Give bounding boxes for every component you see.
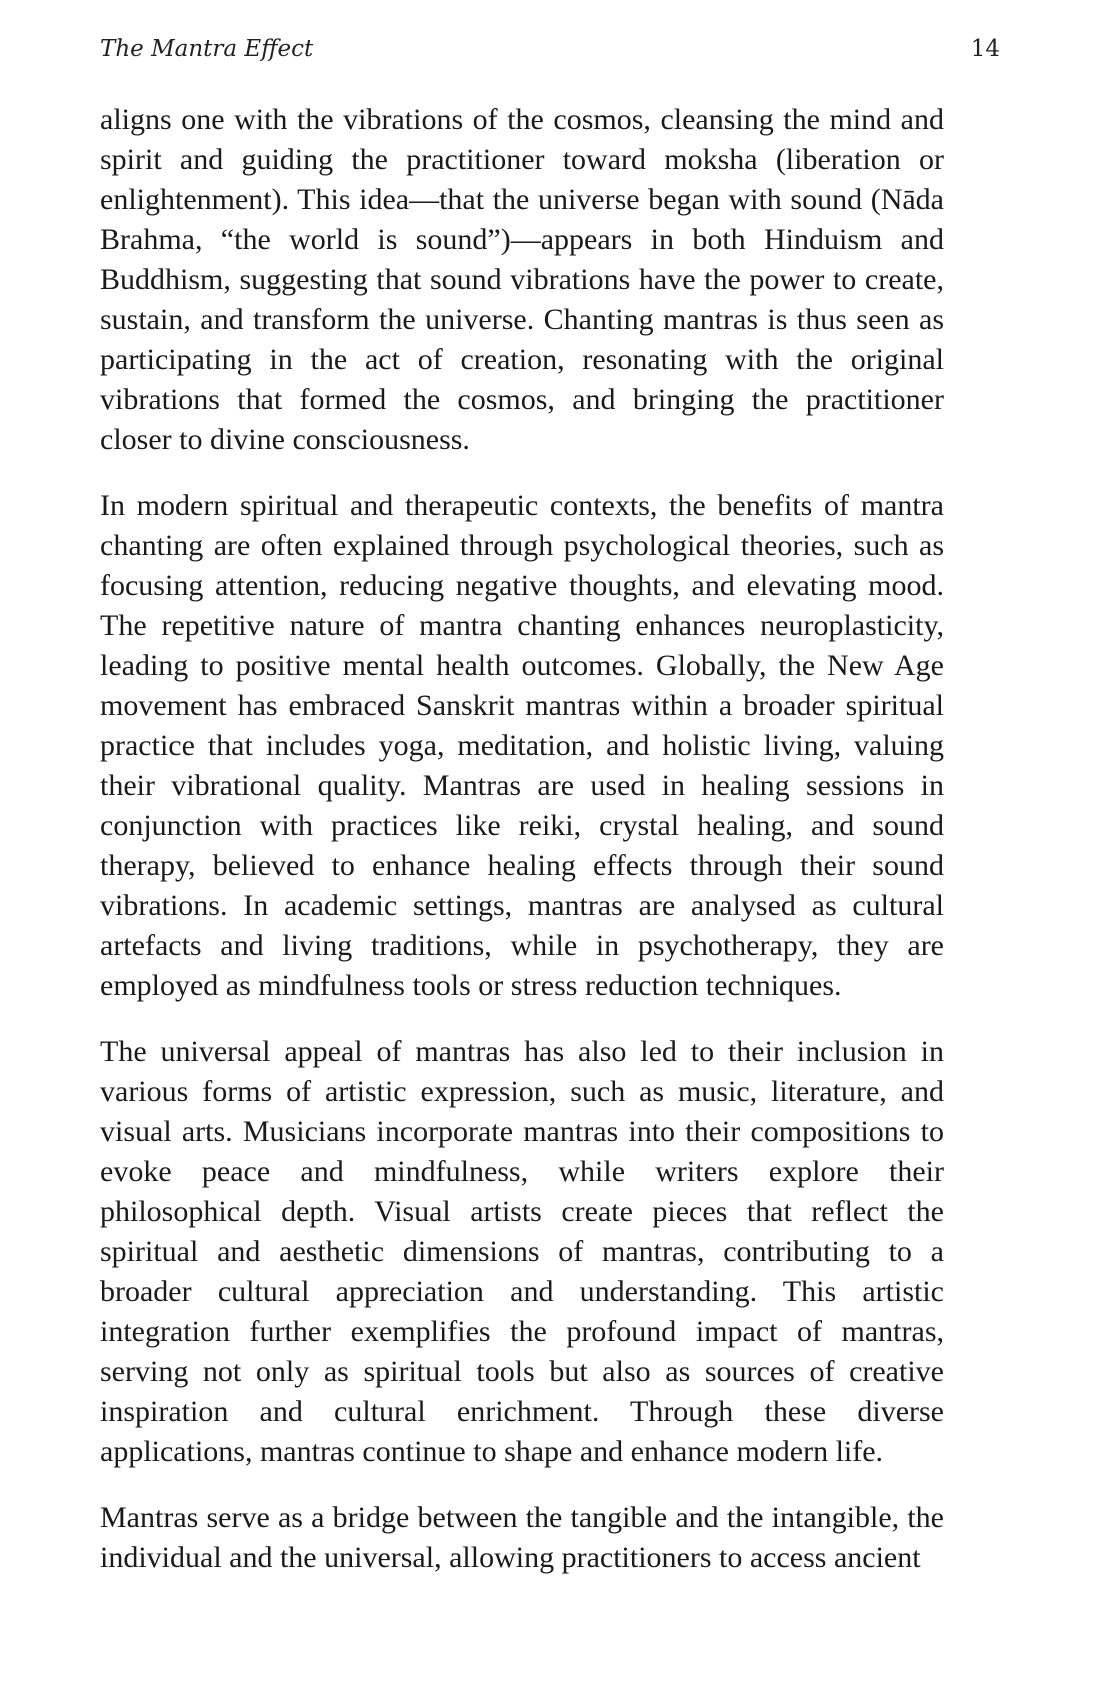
paragraph: aligns one with the vibrations of the cosmos, cleansing the mind and spirit and guiding the practitioner toward moksha (liberation or enlightenment). This idea—that the universe began with sound (Nāda Brahma, “the world is sound”)—appears in both Hinduism and Buddhism, suggesting that sound vibrations have the power to create, sustain, and transform the universe. Chanting mantras is thus seen as participating in the act of creation, resonating with the original vibrations that formed the cosmos, and bringing the practitioner closer to divine consciousness. bbox=[100, 103, 944, 456]
paragraph: The universal appeal of mantras has also led to their inclusion in various forms of artistic expression, such as music, literature, and visual arts. Musicians incorporate mantras into their compositions to evoke peace and mindfulness, while writers explore their philosophical depth. Visual artists create pieces that reflect the spiritual and aesthetic dimensions of mantras, contributing to a broader cultural appreciation and understanding. This artistic integration further exemplifies the profound impact of mantras, serving not only as spiritual tools but also as sources of creative inspiration and cultural enrichment. Through these diverse applications, mantras continue to shape and enhance modern life. bbox=[100, 1035, 944, 1468]
paragraph: In modern spiritual and therapeutic contexts, the benefits of mantra chanting are often explained through psychological theories, such as focusing attention, reducing negative thoughts, and elevating mood. The repetitive nature of mantra chanting enhances neuroplasticity, leading to positive mental health outcomes. Globally, the New Age movement has embraced Sanskrit mantras within a broader spiritual practice that includes yoga, meditation, and holistic living, valuing their vibrational quality. Mantras are used in healing sessions in conjunction with practices like reiki, crystal healing, and sound therapy, believed to enhance healing effects through their sound vibrations. In academic settings, mantras are analysed as cultural artefacts and living traditions, while in psychotherapy, they are employed as mindfulness tools or stress reduction techniques. bbox=[100, 489, 944, 1002]
body-text bbox=[100, 100, 944, 1604]
page-number: 14 bbox=[970, 36, 1000, 62]
book-title: The Mantra Effect bbox=[100, 36, 314, 62]
paragraph: Mantras serve as a bridge between the tangible and the intangible, the individual and the universal, allowing practitioners to access ancient bbox=[100, 1501, 944, 1574]
running-header bbox=[100, 36, 1000, 76]
